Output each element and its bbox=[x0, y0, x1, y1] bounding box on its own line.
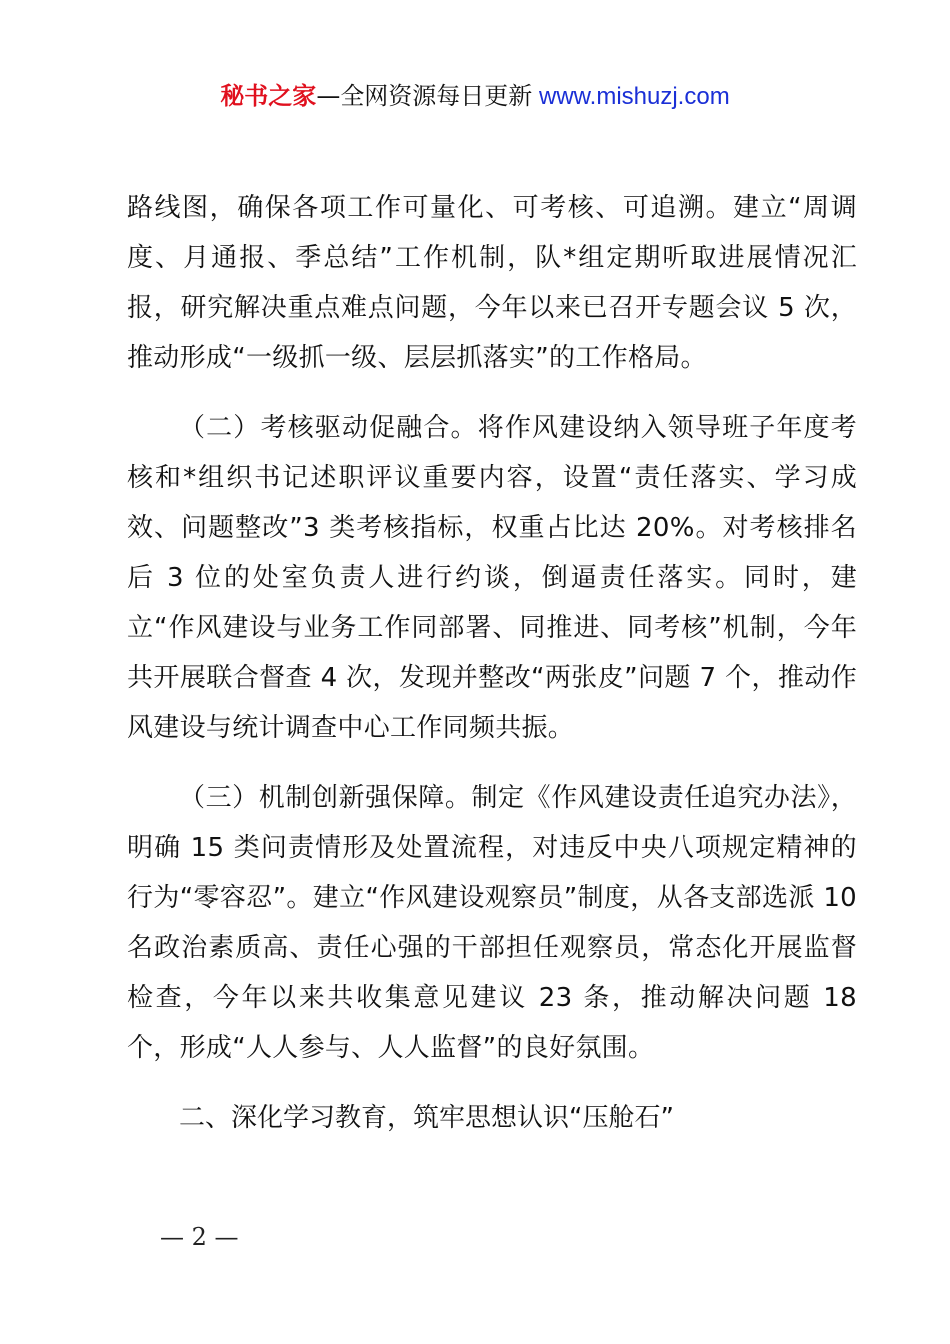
site-url[interactable]: www.mishuzj.com bbox=[532, 83, 730, 110]
page-number: — 2 — bbox=[160, 1223, 239, 1251]
section-heading: 二、深化学习教育，筑牢思想认识“压舱石” bbox=[179, 1103, 674, 1133]
site-tagline: —全网资源每日更新 bbox=[316, 82, 533, 110]
document-body bbox=[127, 183, 857, 1143]
site-brand: 秘书之家 bbox=[220, 82, 317, 110]
page-header bbox=[0, 80, 950, 113]
paragraph-continued: 路线图，确保各项工作可量化、可考核、可追溯。建立“周调度、月通报、季总结”工作机制，队*组定期听取进展情况汇报，研究解决重点难点问题，今年以来已召开专题会议 5 次，推动形成“一级抓一级、层层抓落实”的工作格局。 bbox=[127, 193, 857, 373]
paragraph-mechanism: （三）机制创新强保障。制定《作风建设责任追究办法》，明确 15 类问责情形及处置流程，对违反中央八项规定精神的行为“零容忍”。建立“作风建设观察员”制度，从各支部选派 10 名政治素质高、责任心强的干部担任观察员，常态化开展监督检查，今年以来共收集意见建议 23 条，推动解决问题 18 个，形成“人人参与、人人监督”的良好氛围。 bbox=[127, 783, 857, 1063]
paragraph-assessment: （二）考核驱动促融合。将作风建设纳入领导班子年度考核和*组织书记述职评议重要内容，设置“责任落实、学习成效、问题整改”3 类考核指标，权重占比达 20%。对考核排名后 3 位的处室负责人进行约谈，倒逼责任落实。同时，建立“作风建设与业务工作同部署、同推进、同考核”机制，今年共开展联合督查 4 次，发现并整改“两张皮”问题 7 个，推动作风建设与统计调查中心工作同频共振。 bbox=[127, 413, 857, 743]
